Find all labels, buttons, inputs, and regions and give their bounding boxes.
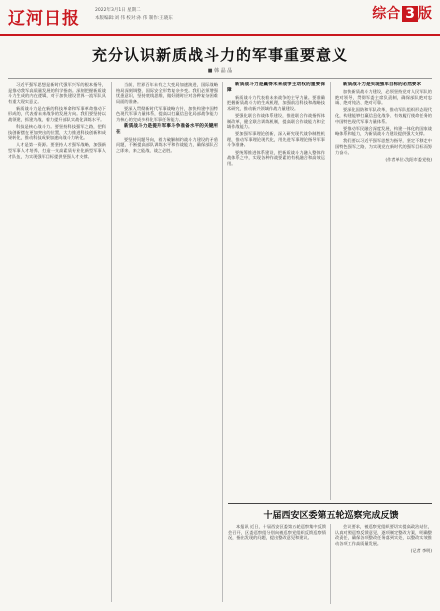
article-column-1: [8, 82, 106, 602]
article-byline: ■ 韩 晶 晶: [207, 68, 233, 74]
news-headline: 十届西安区委第五轮巡察完成反馈: [263, 511, 399, 521]
news-paragraph: 会议要求，被巡察党组织要切实提高政治站位，认真对照巡察反馈意见，逐项制定整改方案，明确整改责任，确保各项整改任务落到实处，以整改实效推动各项工作高质量发展。: [335, 524, 432, 546]
newspaper-logo: 辽河日报: [8, 9, 80, 29]
article-paragraph: 要深化国防和军队改革，推动军队组织形态现代化，构建能够打赢信息化战争、有效履行使命任务的中国特色现代军事力量体系。: [335, 107, 432, 124]
article-paragraph: 我们要以习近平强军思想为指导，坚定不移走中国特色强军之路，为实现党在新时代的强军目标而努力奋斗。: [335, 138, 432, 155]
article-paragraph: 习近平强军思想是新时代强军兴军的根本指导，是推动我军高质量发展的科学指南。深刻把握新质战斗力生成的内在逻辑，对于加快建设世界一流军队具有重大现实意义。: [8, 82, 106, 104]
article-paragraph: 当前，世界百年未有之大变局加速演进，国际战略格局深刻调整，国际安全形势复杂多变。我们必须增强忧患意识，坚持底线思维，做好随时应对各种复杂困难局面的准备。: [116, 82, 218, 104]
issue-date: 2022年3月1日 星期二: [95, 8, 141, 13]
article-paragraph: 要推动军民融合深度发展，构建一体化的国家战略体系和能力，为新质战斗力建设提供强大支撑。: [335, 125, 432, 137]
article-paragraph: 科技是核心战斗力。要坚持科技强军之路，把科技创新摆在更加突出的位置，大力推进科技创新和成果转化，推动科技成果加速向战斗力转化。: [8, 124, 106, 141]
news-divider: [228, 503, 432, 504]
news-column-2: [335, 524, 432, 604]
section-number: 3: [402, 6, 418, 22]
column-divider: [111, 82, 112, 602]
article-paragraph: 新质战斗力代表着未来战争的主导力量。要准确把握新质战斗力的生成机理，加强前沿科技和战略技术研究，推动新兴领域作战力量建设。: [227, 94, 325, 111]
section-name: 综合: [372, 6, 401, 22]
article-paragraph: 人才是第一资源。要坚持人才强军战略，加强新型军事人才培养，打造一支高素质专业化新型军事人才队伍，为实现强军目标提供坚强人才支撑。: [8, 142, 106, 159]
article-subhead: 新质战斗力是赢得未来战争主动权的重要保障: [227, 82, 325, 93]
column-divider: [222, 82, 223, 602]
article-paragraph: 新质战斗力是在新的科技革命和军事革命推动下形成的，代表着未来战争的发展方向。我们要坚持以战领建，抓建为战，着力提升部队实战化训练水平。: [8, 105, 106, 123]
section-label: [372, 3, 432, 23]
article-paragraph: 要强化联合作战体系建设，推进联合作战指挥体制改革，健全联合训练机制，提高联合作战能力和全域作战能力。: [227, 112, 325, 130]
article-paragraph: 要深入贯彻新时代军事战略方针，加快构建中国特色现代军事力量体系，提高以打赢信息化局部战争能力为核心的完成多样化军事任务能力。: [116, 105, 218, 123]
section-suffix: 版: [418, 6, 432, 22]
divider: [8, 78, 432, 79]
news-paragraph: 本报讯 近日，十届西安区委第五轮巡察集中反馈会召开，区委巡察组分别向被巡察党组织反馈巡察情况，指出发现的问题，提出整改意见和建议。: [228, 524, 326, 541]
article-paragraph: 要统筹推进体系建设，把新质战斗力融入整体作战体系之中，实现各种作战要素的有机融合和高效运用。: [227, 149, 325, 166]
editor-credits: 本版编辑:刘 伟 校对:孙 伟 制作:王晓东: [95, 16, 173, 21]
article-paragraph: 加快新质战斗力建设，必须坚持党对人民军队的绝对领导，贯彻军委主席负责制，确保部队绝对忠诚、绝对纯洁、绝对可靠。: [335, 89, 432, 106]
article-subhead: 新质战斗力是提升军事斗争准备水平的关键所在: [116, 124, 218, 135]
article-subhead: 新质战斗力是实现强军目标的必然要求: [343, 82, 422, 87]
column-divider: [330, 82, 331, 500]
article-signoff: (作者单位:沈阳市委党校): [385, 156, 432, 162]
article-column-4: [335, 82, 432, 500]
column-divider: [330, 524, 331, 604]
masthead: [0, 0, 440, 36]
article-headline: 充分认识新质战斗力的军事重要意义: [91, 46, 348, 64]
article-column-2: [116, 82, 218, 602]
article-column-3: [227, 82, 325, 500]
article-paragraph: 要加强军事理论创新，深入研究现代战争制胜机理，推动军事理论现代化，用先进军事理论指导军事斗争准备。: [227, 131, 325, 148]
news-column-1: [228, 524, 326, 604]
article-paragraph: 要坚持问题导向，着力破解制约战斗力建设的矛盾问题，不断提高部队训练水平和作战能力，确保部队召之即来、来之能战、战之必胜。: [116, 136, 218, 154]
news-reporter: (记者 李明): [410, 547, 432, 553]
